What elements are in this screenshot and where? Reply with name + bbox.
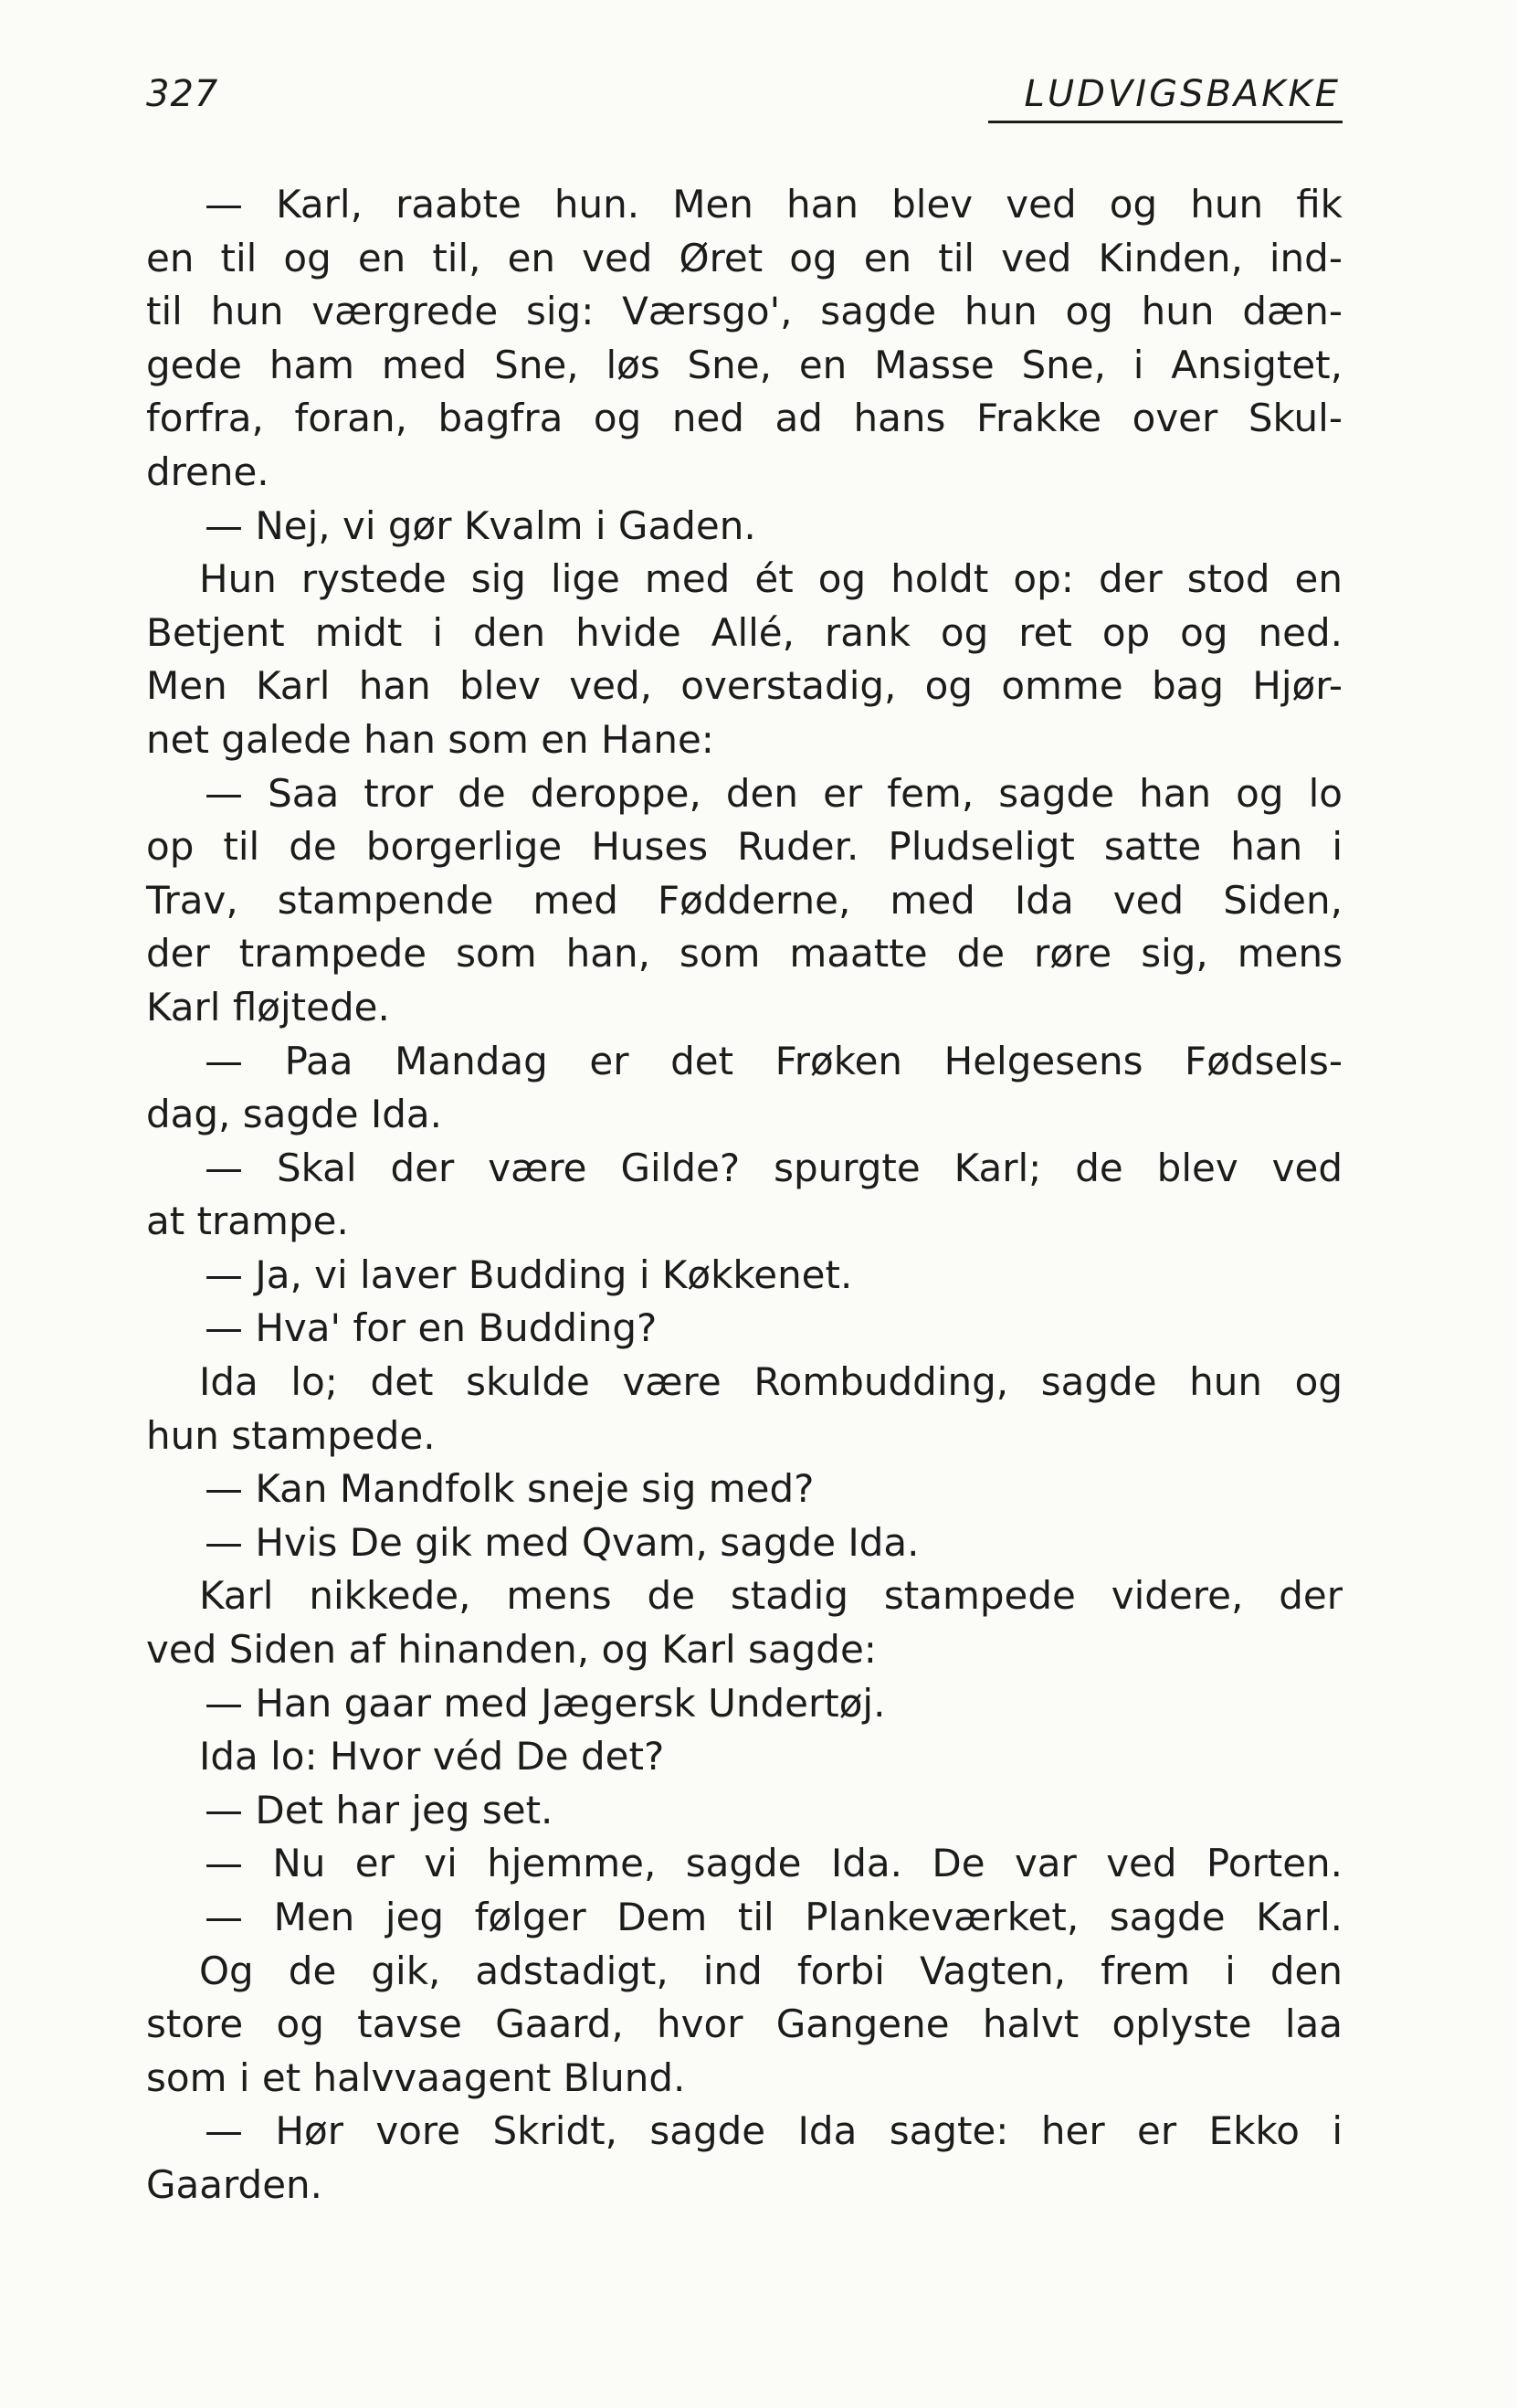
running-title: LUDVIGSBAKKE — [988, 73, 1343, 123]
text-line: — Paa Mandag er det Frøken Helgesens Fødsels- — [205, 1038, 1343, 1083]
text-line: — Han gaar med Jægersk Undertøj. — [205, 1680, 886, 1726]
text-line: en til og en til, en ved Øret og en til ved Kinden, ind- — [146, 235, 1343, 280]
text-line: store og tavse Gaard, hvor Gangene halvt oplyste laa — [146, 2001, 1343, 2047]
text-line: — Hør vore Skridt, sagde Ida sagte: her er Ekko i — [205, 2108, 1343, 2154]
text-line: op til de borgerlige Huses Ruder. Pludseligt satte han i — [146, 824, 1343, 870]
body-text — [146, 178, 1343, 2213]
text-line: — Saa tror de deroppe, den er fem, sagde han og lo — [205, 770, 1343, 816]
text-line: — Skal der være Gilde? spurgte Karl; de blev ved — [205, 1145, 1343, 1190]
page-number: 327 — [146, 73, 219, 115]
text-line: Betjent midt i den hvide Allé, rank og ret op og ned. — [146, 609, 1343, 655]
text-line: der trampede som han, som maatte de røre sig, mens — [146, 931, 1343, 977]
text-line: — Hvis De gik med Qvam, sagde Ida. — [205, 1519, 920, 1565]
text-line: Ida lo; det skulde være Rombudding, sagde hun og — [199, 1359, 1343, 1405]
text-line: drene. — [146, 449, 269, 494]
text-line: — Karl, raabte hun. Men han blev ved og hun fik — [205, 182, 1343, 227]
text-line: — Men jeg følger Dem til Plankeværket, sagde Karl. — [205, 1895, 1343, 1939]
text-line: — Det har jeg set. — [205, 1787, 553, 1832]
text-line: Karl nikkede, mens de stadig stampede videre, der — [199, 1573, 1343, 1619]
text-line: gede ham med Sne, løs Sne, en Masse Sne, i Ansigtet, — [146, 342, 1343, 387]
page-header — [146, 73, 1343, 128]
text-line: Og de gik, adstadigt, ind forbi Vagten, frem i den — [199, 1948, 1343, 1993]
text-line: som i et halvvaagent Blund. — [146, 2054, 686, 2100]
text-line: — Nej, vi gør Kvalm i Gaden. — [205, 502, 756, 548]
text-line: ved Siden af hinanden, og Karl sagde: — [146, 1627, 877, 1673]
text-line: net galede han som en Hane: — [146, 716, 714, 762]
text-line: hun stampede. — [146, 1412, 436, 1458]
text-line: Karl fløjtede. — [146, 984, 390, 1030]
text-line: — Ja, vi laver Budding i Køkkenet. — [205, 1252, 853, 1297]
text-line: — Kan Mandfolk sneje sig med? — [205, 1466, 815, 1512]
text-line: — Nu er vi hjemme, sagde Ida. De var ved Porten. — [205, 1841, 1343, 1886]
text-line: Hun rystede sig lige med ét og holdt op: der stod en — [199, 556, 1343, 602]
text-line: at trampe. — [146, 1199, 349, 1244]
text-line: til hun værgrede sig: Værsgo', sagde hun og hun dæn- — [146, 289, 1343, 334]
text-line: forfra, foran, bagfra og ned ad hans Frakke over Skul- — [146, 396, 1343, 441]
text-line: Gaarden. — [146, 2161, 323, 2207]
text-line: dag, sagde Ida. — [146, 1092, 443, 1137]
text-line: — Hva' for en Budding? — [205, 1305, 658, 1351]
text-line: Men Karl han blev ved, overstadig, og omme bag Hjør- — [146, 663, 1343, 709]
text-line: Ida lo: Hvor véd De det? — [199, 1734, 665, 1780]
text-line: Trav, stampende med Fødderne, med Ida ved Siden, — [146, 877, 1343, 923]
